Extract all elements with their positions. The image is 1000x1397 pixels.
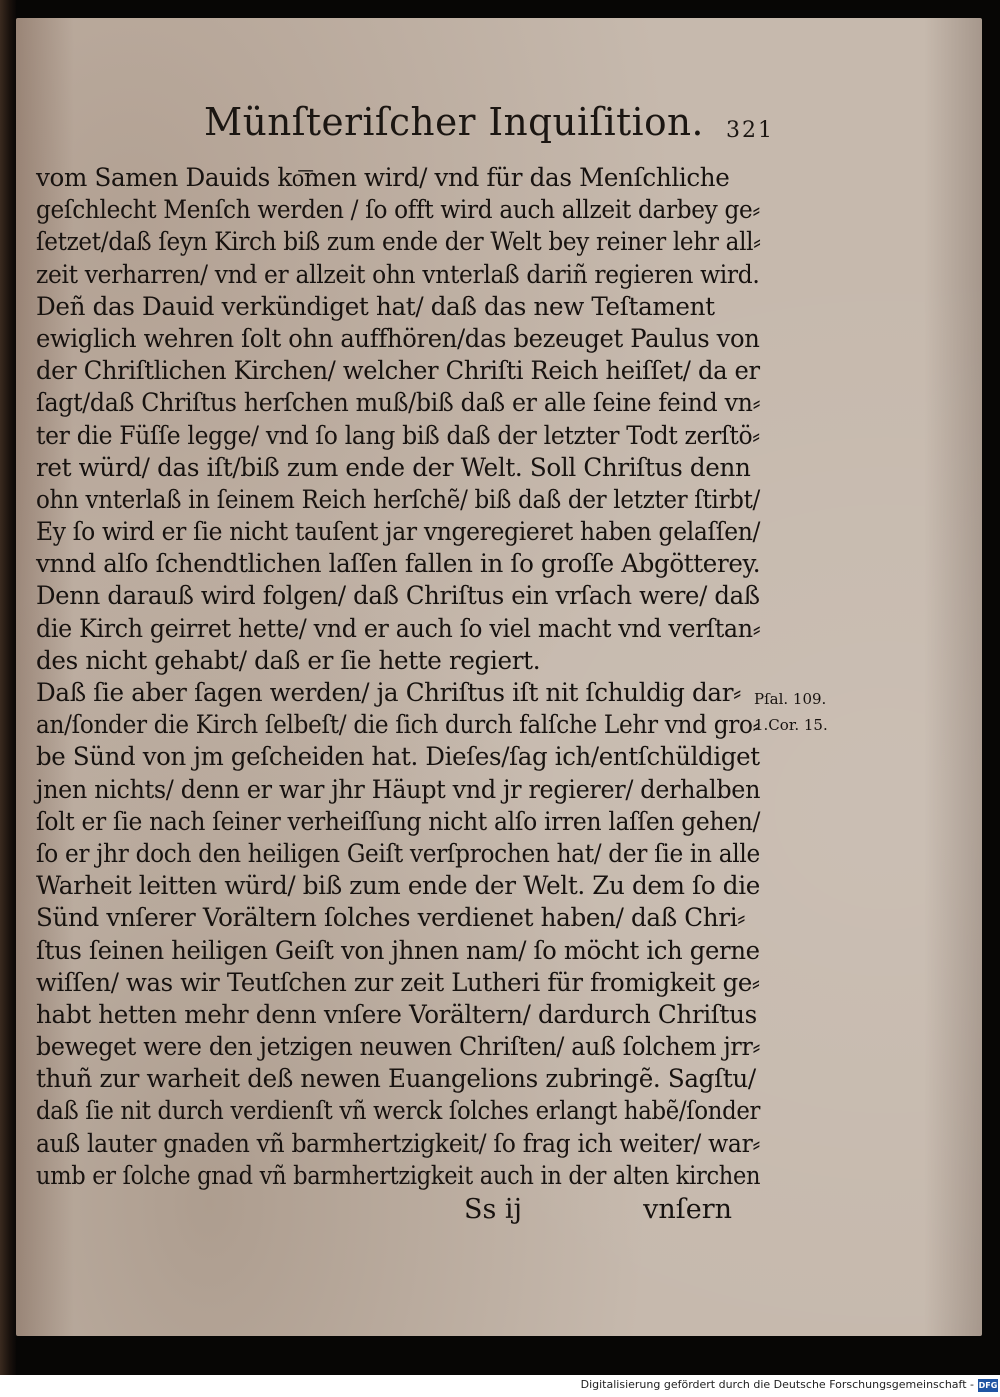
- running-title: Münſteriſcher Inquiſition.: [204, 100, 704, 144]
- text-line: Sünd vnſerer Vorältern ſolches verdienet haben/ daß Chri⸗: [36, 903, 746, 933]
- text-line: auß lauter gnaden vñ barmhertzigkeit/ ſo frag ich weiter/ war⸗: [36, 1128, 760, 1158]
- marginal-notes: [754, 686, 844, 738]
- text-line: Daß ſie aber ſagen werden/ ja Chriſtus iſt nit ſchuldig dar⸗: [36, 678, 742, 707]
- text-line: beweget were den jetzigen neuwen Chriſten/ auß ſolchem jrr⸗: [36, 1032, 761, 1062]
- text-line: vom Samen Dauids ko͞men wird/ vnd für das Menſchliche: [36, 163, 730, 192]
- text-line: ſolt er ſie nach ſeiner verheiſſung nicht alſo irren laſſen gehen/: [36, 806, 761, 836]
- body-text: [36, 162, 772, 1192]
- signature-mark: Ss ij: [464, 1194, 522, 1225]
- page-header: [204, 100, 774, 164]
- text-line: thuñ zur warheit deß newen Euangelions zubringẽ. Sagſtu/: [36, 1064, 756, 1094]
- text-line: zeit verharren/ vnd er allzeit ohn vnterlaß dariñ regieren wird.: [36, 259, 760, 289]
- text-line: Deñ das Dauid verkündiget hat/ daß das new Teſtament: [36, 291, 715, 321]
- text-line: ter die Füſſe legge/ vnd ſo lang biß daß der letzter Todt zerſtö⸗: [36, 420, 760, 450]
- text-line: die Kirch geirret hette/ vnd er auch ſo viel macht vnd verſtan⸗: [36, 613, 761, 643]
- text-line: der Chriſtlichen Kirchen/ welcher Chriſti Reich heiſſet/ da er: [36, 356, 760, 386]
- text-line: be Sünd von jm geſcheiden hat. Dieſes/ſag ich/entſchüldiget: [36, 742, 760, 772]
- text-line: Warheit leitten würd/ biß zum ende der Welt. Zu dem ſo die: [36, 871, 760, 901]
- text-line: an/ſonder die Kirch ſelbeſt/ die ſich durch falſche Lehr vnd gro⸗: [36, 710, 760, 740]
- text-line: umb er ſolche gnad vñ barmhertzigkeit auch in der alten kirchen: [36, 1160, 761, 1190]
- footer-bar: [0, 1375, 1000, 1397]
- text-line: habt hetten mehr denn vnſere Vorältern/ dardurch Chriſtus: [36, 999, 757, 1029]
- text-line: ſo er jhr doch den heiligen Geiſt verſprochen hat/ der ſie in alle: [36, 838, 760, 868]
- catchword: vnſern: [643, 1194, 732, 1225]
- text-line: ohn vnterlaß in ſeinem Reich herſchẽ/ biß daß der letzter ſtirbt/: [36, 484, 760, 514]
- text-line: ewiglich wehren ſolt ohn auffhören/das bezeuget Paulus von: [36, 323, 760, 353]
- text-line: ſetzet/daß ſeyn Kirch biß zum ende der Welt bey reiner lehr all⸗: [36, 227, 761, 257]
- text-line: wiſſen/ was wir Teutſchen zur zeit Lutheri für fromigkeit ge⸗: [36, 967, 760, 997]
- text-line: geſchlecht Menſch werden / ſo offt wird auch allzeit darbey ge⸗: [36, 195, 760, 225]
- text-line: jnen nichts/ denn er war jhr Häupt vnd jr regierer/ derhalben: [36, 774, 761, 804]
- text-line: vnnd alſo ſchendtlichen laſſen fallen in ſo groſſe Abgötterey.: [36, 549, 761, 579]
- text-line: ſagt/daß Chriſtus herſchen muß/biß daß er alle ſeine feind vn⸗: [36, 388, 761, 418]
- text-line: ſtus ſeinen heiligen Geiſt von jhnen nam/ ſo möcht ich gerne: [36, 935, 760, 965]
- text-line: ret würd/ das iſt/biß zum ende der Welt. Soll Chriſtus denn: [36, 452, 751, 482]
- text-line: daß ſie nit durch verdienſt vñ werck ſolches erlangt habẽ/ſonder: [36, 1096, 761, 1126]
- page-number: 321: [726, 118, 774, 143]
- text-line: Denn darauß wird folgen/ daß Chriſtus ein vrſach were/ daß: [36, 581, 760, 611]
- marginal-note: 1.Cor. 15.: [754, 716, 828, 734]
- funding-credit: Digitalisierung gefördert durch die Deutsche Forschungsgemeinschaft -: [580, 1378, 974, 1391]
- marginal-note: Pſal. 109.: [754, 690, 827, 708]
- book-spine-edge: [0, 0, 16, 1375]
- dfg-logo: DFG: [978, 1381, 998, 1390]
- signature-line: [464, 1194, 744, 1234]
- text-line: des nicht gehabt/ daß er ſie hette regiert.: [36, 645, 541, 675]
- text-line: Ey ſo wird er ſie nicht tauſent jar vngeregieret haben gelaſſen/: [36, 517, 761, 547]
